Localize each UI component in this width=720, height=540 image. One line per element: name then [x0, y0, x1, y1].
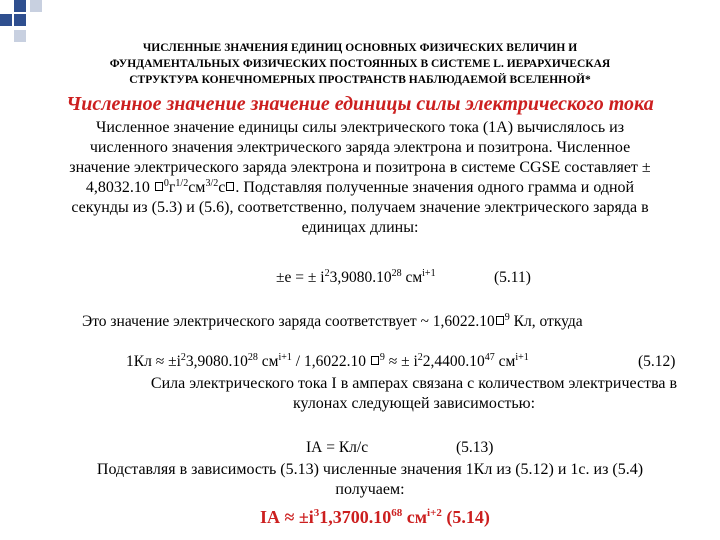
para3-line-1: Подставляя в зависимость (5.13) численные значения 1Кл из (5.12) и 1с. из (5.4)	[96, 461, 644, 478]
sentence-2: Это значение электрического заряда соответствует ~ 1,6022.10 $^9$ Кл, откуда	[82, 312, 583, 330]
para1-line-2: численного значения электрического заряда электрона и позитрона. Численное	[89, 139, 631, 156]
para1-line-4: 4,8032.10 $^0г^{1/2}см^{3/2}с$ . Подставляя полученные значения одного грамма и одной	[85, 178, 635, 196]
header-line-1: ЧИСЛЕННЫЕ ЗНАЧЕНИЯ ЕДИНИЦ ОСНОВНЫХ ФИЗИЧЕСКИХ ВЕЛИЧИН И	[142, 42, 578, 54]
equation-number-5-13: (5.13)	[456, 439, 494, 456]
equation-5-14: IА ≈ $\pm i^31,3700.10^{68}$ $см^{i+2}$ (5.14)	[260, 507, 490, 527]
para2-line-2: кулонах следующей зависимостью:	[292, 395, 536, 412]
equation-5-12: $1Кл \approx \pm i^23,9080.10^{28}$ $см^{i+1} / 1,6022.10$ $^9$ ≈ ± $i^22,4400.10^{47}$ $см^{i+1}$	[126, 352, 529, 370]
missing-glyph-box	[226, 182, 234, 191]
missing-glyph-box	[155, 182, 163, 191]
equation-5-13: IА = Кл/с	[306, 439, 369, 456]
paragraph-1	[24, 118, 696, 238]
para3-line-2: получаем:	[335, 481, 405, 498]
equation-number-5-14: (5.14)	[441, 507, 490, 527]
equation-5-11: ±е = ± $i^23,9080.10^{28}$ $см^{i+1}$	[276, 268, 436, 286]
header-line-3: СТРУКТУРА КОНЕЧНОМЕРНЫХ ПРОСТРАНСТВ НАБЛЮДАЕМОЙ ВСЕЛЕННОЙ*	[129, 74, 591, 86]
slide-header	[40, 40, 680, 88]
para2-line-1: Сила электрического тока I в амперах связана с количеством электричества в	[150, 375, 678, 392]
missing-glyph-box	[496, 316, 504, 325]
equation-number-5-12: (5.12)	[638, 353, 676, 370]
para1-line-6: единицах длины:	[301, 219, 419, 236]
paragraph-3	[50, 460, 690, 500]
slide-subtitle: Численное значение значение единицы силы электрического тока	[66, 93, 654, 115]
para1-line-1: Численное значение единицы силы электрического тока (1А) вычислялось из	[95, 119, 625, 136]
paragraph-2	[116, 374, 712, 414]
header-line-2: ФУНДАМЕНТАЛЬНЫХ ФИЗИЧЕСКИХ ПОСТОЯННЫХ В СИСТЕМЕ L. ИЕРАРХИЧЕСКАЯ	[109, 58, 611, 70]
missing-glyph-box	[371, 356, 379, 365]
equation-number-5-11: (5.11)	[494, 269, 531, 286]
para1-line-5: секунды из (5.3) и (5.6), соответственно, получаем значение электрического заряда в	[71, 199, 649, 216]
para1-line-3: значение электрического заряда электрона и позитрона в системе CGSE составляет ±	[69, 159, 651, 176]
